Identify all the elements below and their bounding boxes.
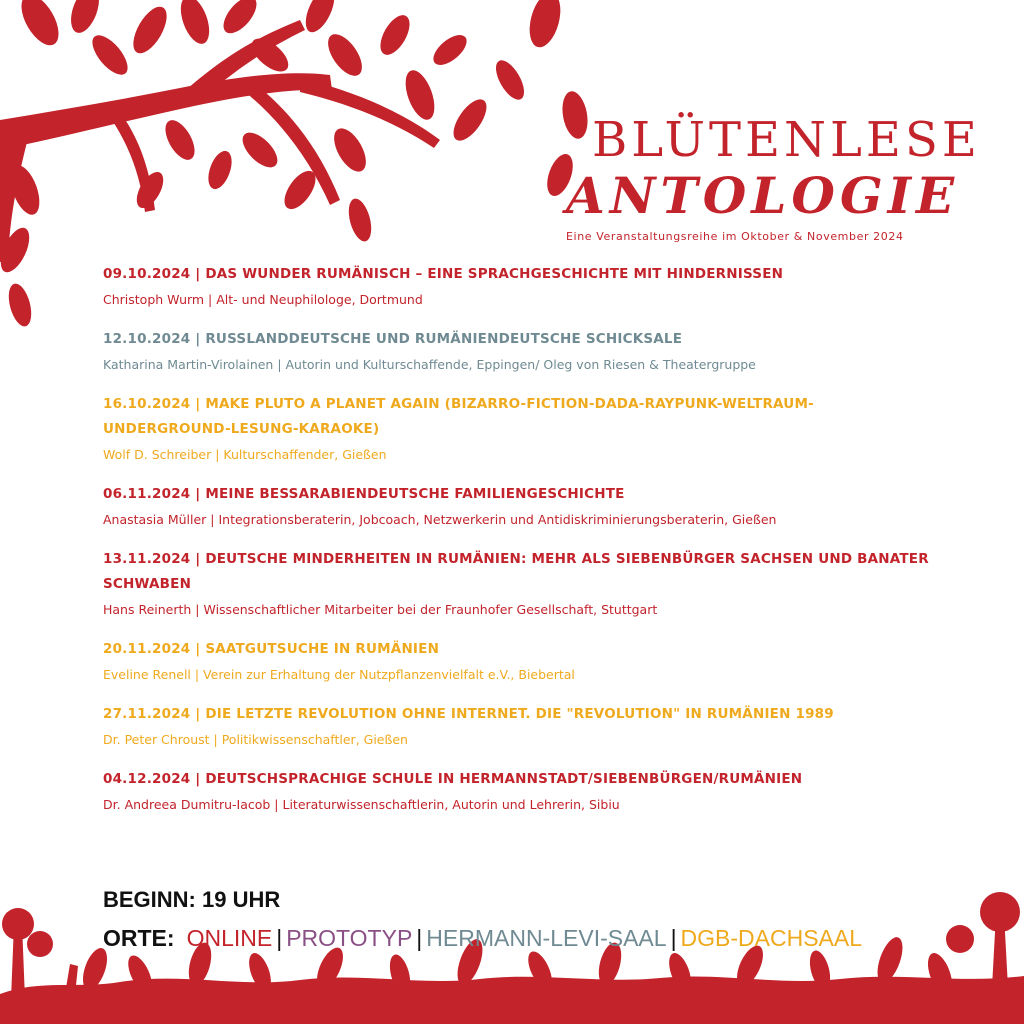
event-speaker: Hans Reinerth | Wissenschaftlicher Mitarbeiter bei der Fraunhofer Gesellschaft, Stuttgart — [103, 602, 658, 617]
event-item — [103, 767, 933, 816]
event-item — [103, 392, 933, 466]
event-item — [103, 262, 933, 311]
venue-prototyp: PROTOTYP — [286, 925, 413, 951]
venues-line — [103, 918, 1003, 958]
footer — [103, 882, 1003, 958]
event-item — [103, 482, 933, 531]
event-item — [103, 547, 933, 621]
event-title: 16.10.2024 | MAKE PLUTO A PLANET AGAIN (BIZARRO-FICTION-DADA-RAYPUNK-WELTRAUM-UNDERGROUND-LESUNG-KARAOKE) — [103, 396, 814, 437]
event-title: 12.10.2024 | RUSSLANDDEUTSCHE UND RUMÄNIENDEUTSCHE SCHICKSALE — [103, 331, 683, 347]
event-title: 04.12.2024 | DEUTSCHSPRACHIGE SCHULE IN HERMANNSTADT/SIEBENBÜRGEN/RUMÄNIEN — [103, 771, 803, 787]
event-speaker: Christoph Wurm | Alt- und Neuphilologe, Dortmund — [103, 292, 423, 307]
venue-hermann-levi-saal: HERMANN-LEVI-SAAL — [426, 925, 667, 951]
event-title: 20.11.2024 | SAATGUTSUCHE IN RUMÄNIEN — [103, 641, 440, 657]
event-list — [103, 262, 933, 832]
venue-separator: | — [670, 925, 677, 951]
event-title: 06.11.2024 | MEINE BESSARABIENDEUTSCHE FAMILIENGESCHICHTE — [103, 486, 625, 502]
event-speaker: Eveline Renell | Verein zur Erhaltung der Nutzpflanzenvielfalt e.V., Biebertal — [103, 667, 575, 682]
event-speaker: Wolf D. Schreiber | Kulturschaffender, Gießen — [103, 447, 387, 462]
event-speaker: Katharina Martin-Virolainen | Autorin und Kulturschaffende, Eppingen/ Oleg von Riesen & Theatergruppe — [103, 357, 756, 372]
event-item — [103, 637, 933, 686]
start-time: BEGINN: 19 UHR — [103, 887, 281, 912]
event-speaker: Anastasia Müller | Integrationsberaterin, Jobcoach, Netzwerkerin und Antidiskriminierungsberaterin, Gießen — [103, 512, 777, 527]
venues-label: ORTE: — [103, 925, 175, 951]
title-line1: BLÜTENLESE — [592, 112, 981, 168]
event-title: 13.11.2024 | DEUTSCHE MINDERHEITEN IN RUMÄNIEN: MEHR ALS SIEBENBÜRGER SACHSEN UND BANATER SCHWABEN — [103, 551, 929, 592]
venue-online: ONLINE — [186, 925, 273, 951]
subtitle: Eine Veranstaltungsreihe im Oktober & November 2024 — [566, 230, 904, 243]
event-speaker: Dr. Peter Chroust | Politikwissenschaftler, Gießen — [103, 732, 408, 747]
title-line2: ANTOLOGIE — [566, 166, 960, 225]
event-title: 09.10.2024 | DAS WUNDER RUMÄNISCH – EINE SPRACHGESCHICHTE MIT HINDERNISSEN — [103, 266, 784, 282]
event-item — [103, 327, 933, 376]
event-speaker: Dr. Andreea Dumitru-Iacob | Literaturwissenschaftlerin, Autorin und Lehrerin, Sibiu — [103, 797, 620, 812]
venue-separator: | — [276, 925, 283, 951]
venue-separator: | — [416, 925, 423, 951]
title-block — [566, 112, 1006, 243]
event-item — [103, 702, 933, 751]
venue-dgb-dachsaal: DGB-DACHSAAL — [680, 925, 863, 951]
event-title: 27.11.2024 | DIE LETZTE REVOLUTION OHNE INTERNET. DIE "REVOLUTION" IN RUMÄNIEN 1989 — [103, 706, 834, 722]
